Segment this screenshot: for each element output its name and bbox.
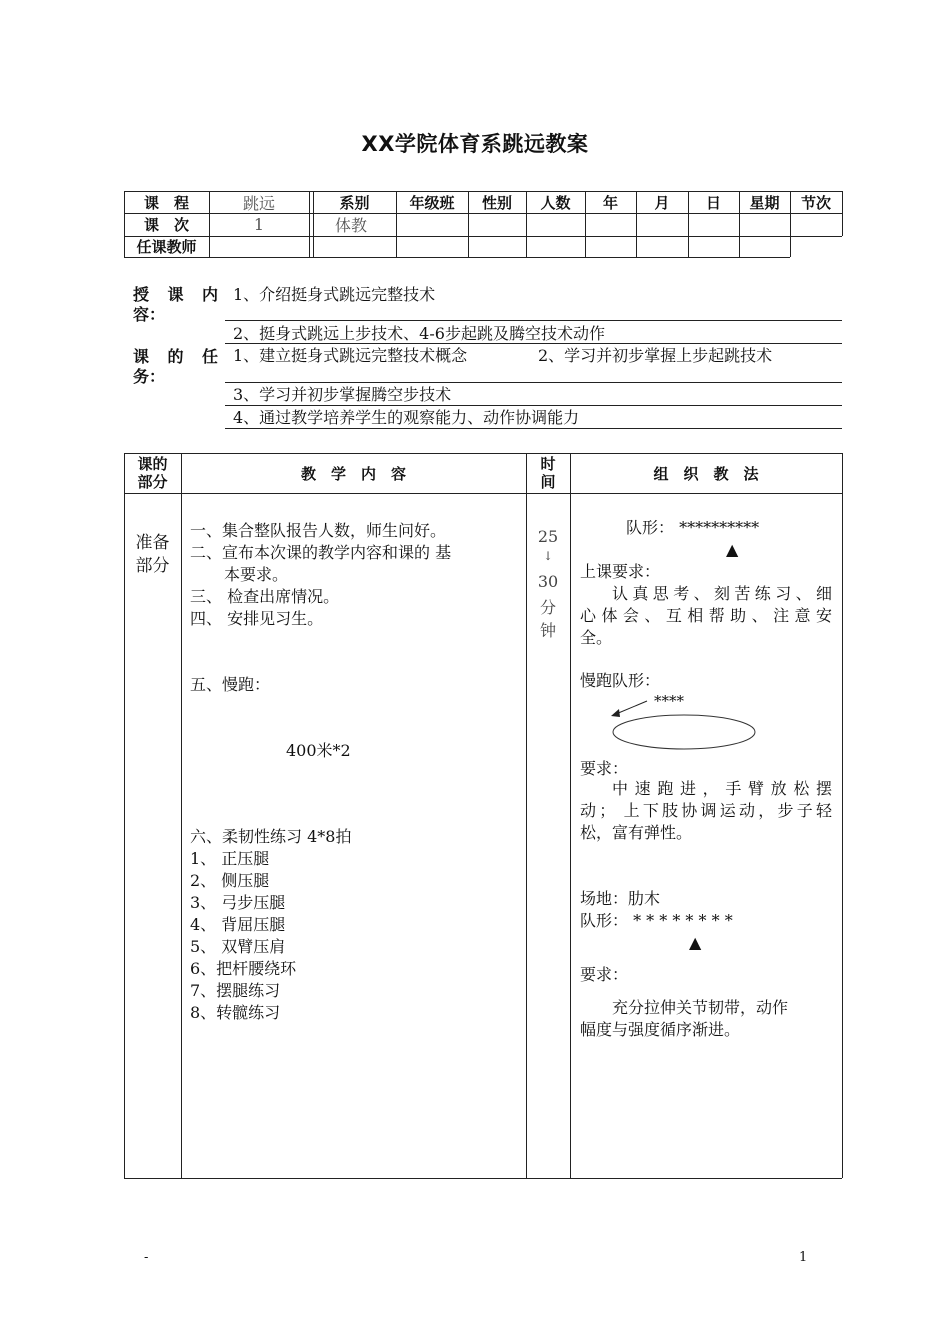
method-req2-line-2: 动； 上下肢协调运动，步子轻 — [580, 801, 832, 820]
header-part-line1: 课的 — [137, 455, 168, 473]
content-item-1: 1、介绍挺身式跳远完整技术 — [233, 285, 436, 304]
method-formation: 队形： ********** — [626, 518, 760, 537]
footer-left: - — [144, 1250, 149, 1265]
header-method: 组 织 教 法 — [653, 464, 759, 483]
method-req3-line-2: 幅度与强度循序渐进。 — [580, 1020, 741, 1039]
teaching-line-1: 一、集合整队报告人数，师生问好。 — [190, 521, 447, 540]
method-req2-line-1: 中速跑进，手臂放松摆 — [612, 779, 832, 798]
dept-value: 体教 — [335, 216, 368, 235]
jog-formation-label: 慢跑队形： — [580, 671, 661, 690]
method-req-line-1: 认真思考、刻苦练习、细 — [612, 584, 832, 603]
method-req-line-2: 心体会、互相帮助、注意安 — [580, 606, 832, 625]
header-count: 人数 — [540, 193, 571, 212]
header-weekday: 星期 — [749, 193, 780, 212]
running-direction-arrow-icon — [616, 701, 647, 714]
task-item-1: 1、建立挺身式跳远完整技术概念 — [233, 346, 468, 365]
course-value: 跳远 — [242, 193, 275, 213]
task-item-2: 2、学习并初步掌握上步起跳技术 — [538, 346, 773, 365]
formation2-text: 队形： * * * * * * * * — [580, 911, 733, 930]
drill-item: 4、 背屈压腿 — [190, 915, 286, 934]
page-title: XX学院体育系跳远教案 — [361, 132, 589, 156]
method-req-label: 上课要求： — [580, 562, 661, 581]
page-number: 1 — [799, 1250, 808, 1265]
time-arrow: ↓ — [542, 549, 554, 563]
header-dept: 系别 — [339, 193, 370, 212]
header-time-line1: 时 — [540, 455, 556, 473]
drill-item: 5、 双臂压肩 — [190, 937, 286, 956]
arrow-head-icon — [611, 709, 620, 717]
teaching-line-3: 本要求。 — [224, 565, 289, 584]
teaching-line-5: 四、 安排见习生。 — [190, 609, 324, 628]
part-label-line1: 准备 — [135, 533, 170, 553]
method-req-line-3: 全。 — [580, 628, 613, 647]
task-item-3: 3、学习并初步掌握腾空步技术 — [233, 385, 452, 404]
lesson-label: 课 次 — [143, 216, 189, 234]
time-unit-1: 分 — [539, 598, 556, 617]
header-year: 年 — [602, 193, 618, 212]
content-label-line1: 授 课 内 — [133, 285, 218, 304]
teaching-line-4: 三、 检查出席情况。 — [190, 587, 340, 606]
teaching-line-2: 二、宣布本次课的教学内容和课的 基 — [190, 543, 452, 562]
teacher-triangle-icon: ▲ — [726, 540, 739, 559]
teaching-line-8: 六、柔韧性练习 4*8拍 — [190, 827, 352, 846]
jog-stars: **** — [654, 692, 684, 710]
drill-item: 2、 侧压腿 — [190, 871, 270, 890]
track-oval-icon — [613, 715, 755, 749]
header-month: 月 — [654, 193, 670, 212]
header-teaching-content: 教 学 内 容 — [300, 464, 406, 483]
content-item-2: 2、挺身式跳远上步技术、4-6步起跳及腾空技术动作 — [233, 324, 605, 343]
time-start: 25 — [537, 527, 559, 546]
drill-item: 6、把杆腰绕环 — [190, 959, 297, 978]
method-req2-line-3: 松，富有弹性。 — [580, 823, 693, 842]
drill-item: 1、 正压腿 — [190, 849, 270, 868]
header-day: 日 — [705, 193, 721, 212]
header-class: 年级班 — [409, 193, 455, 212]
drill-item: 8、转髋练习 — [190, 1003, 281, 1022]
tasks-label-line2: 务： — [133, 367, 166, 386]
track-oval-diagram — [605, 694, 765, 754]
drill-item: 3、 弓步压腿 — [190, 893, 286, 912]
teaching-line-6: 五、慢跑： — [190, 675, 271, 694]
course-label: 课 程 — [143, 193, 189, 212]
content-label-line2: 容： — [133, 305, 166, 324]
teacher-triangle-icon: ▲ — [689, 933, 702, 952]
venue-text: 场地：肋木 — [580, 889, 661, 908]
task-item-4: 4、通过教学培养学生的观察能力、动作协调能力 — [233, 408, 580, 427]
header-part-line2: 部分 — [137, 473, 168, 491]
part-label-line2: 部分 — [135, 556, 170, 576]
header-time-line2: 间 — [540, 473, 556, 491]
method-req3-label: 要求： — [580, 965, 629, 984]
lesson-value: 1 — [253, 215, 265, 234]
drill-item: 7、摆腿练习 — [190, 981, 281, 1000]
time-end: 30 — [537, 572, 559, 591]
header-gender: 性别 — [481, 193, 512, 212]
method-req3-line-1: 充分拉伸关节韧带，动作 — [612, 998, 789, 1017]
method-req2-label: 要求： — [580, 759, 629, 778]
teaching-line-7: 400米*2 — [286, 741, 351, 760]
teacher-label: 任课教师 — [136, 238, 197, 256]
header-period: 节次 — [800, 193, 831, 212]
tasks-label-line1: 课 的 任 — [133, 347, 218, 366]
time-unit-2: 钟 — [539, 621, 556, 640]
